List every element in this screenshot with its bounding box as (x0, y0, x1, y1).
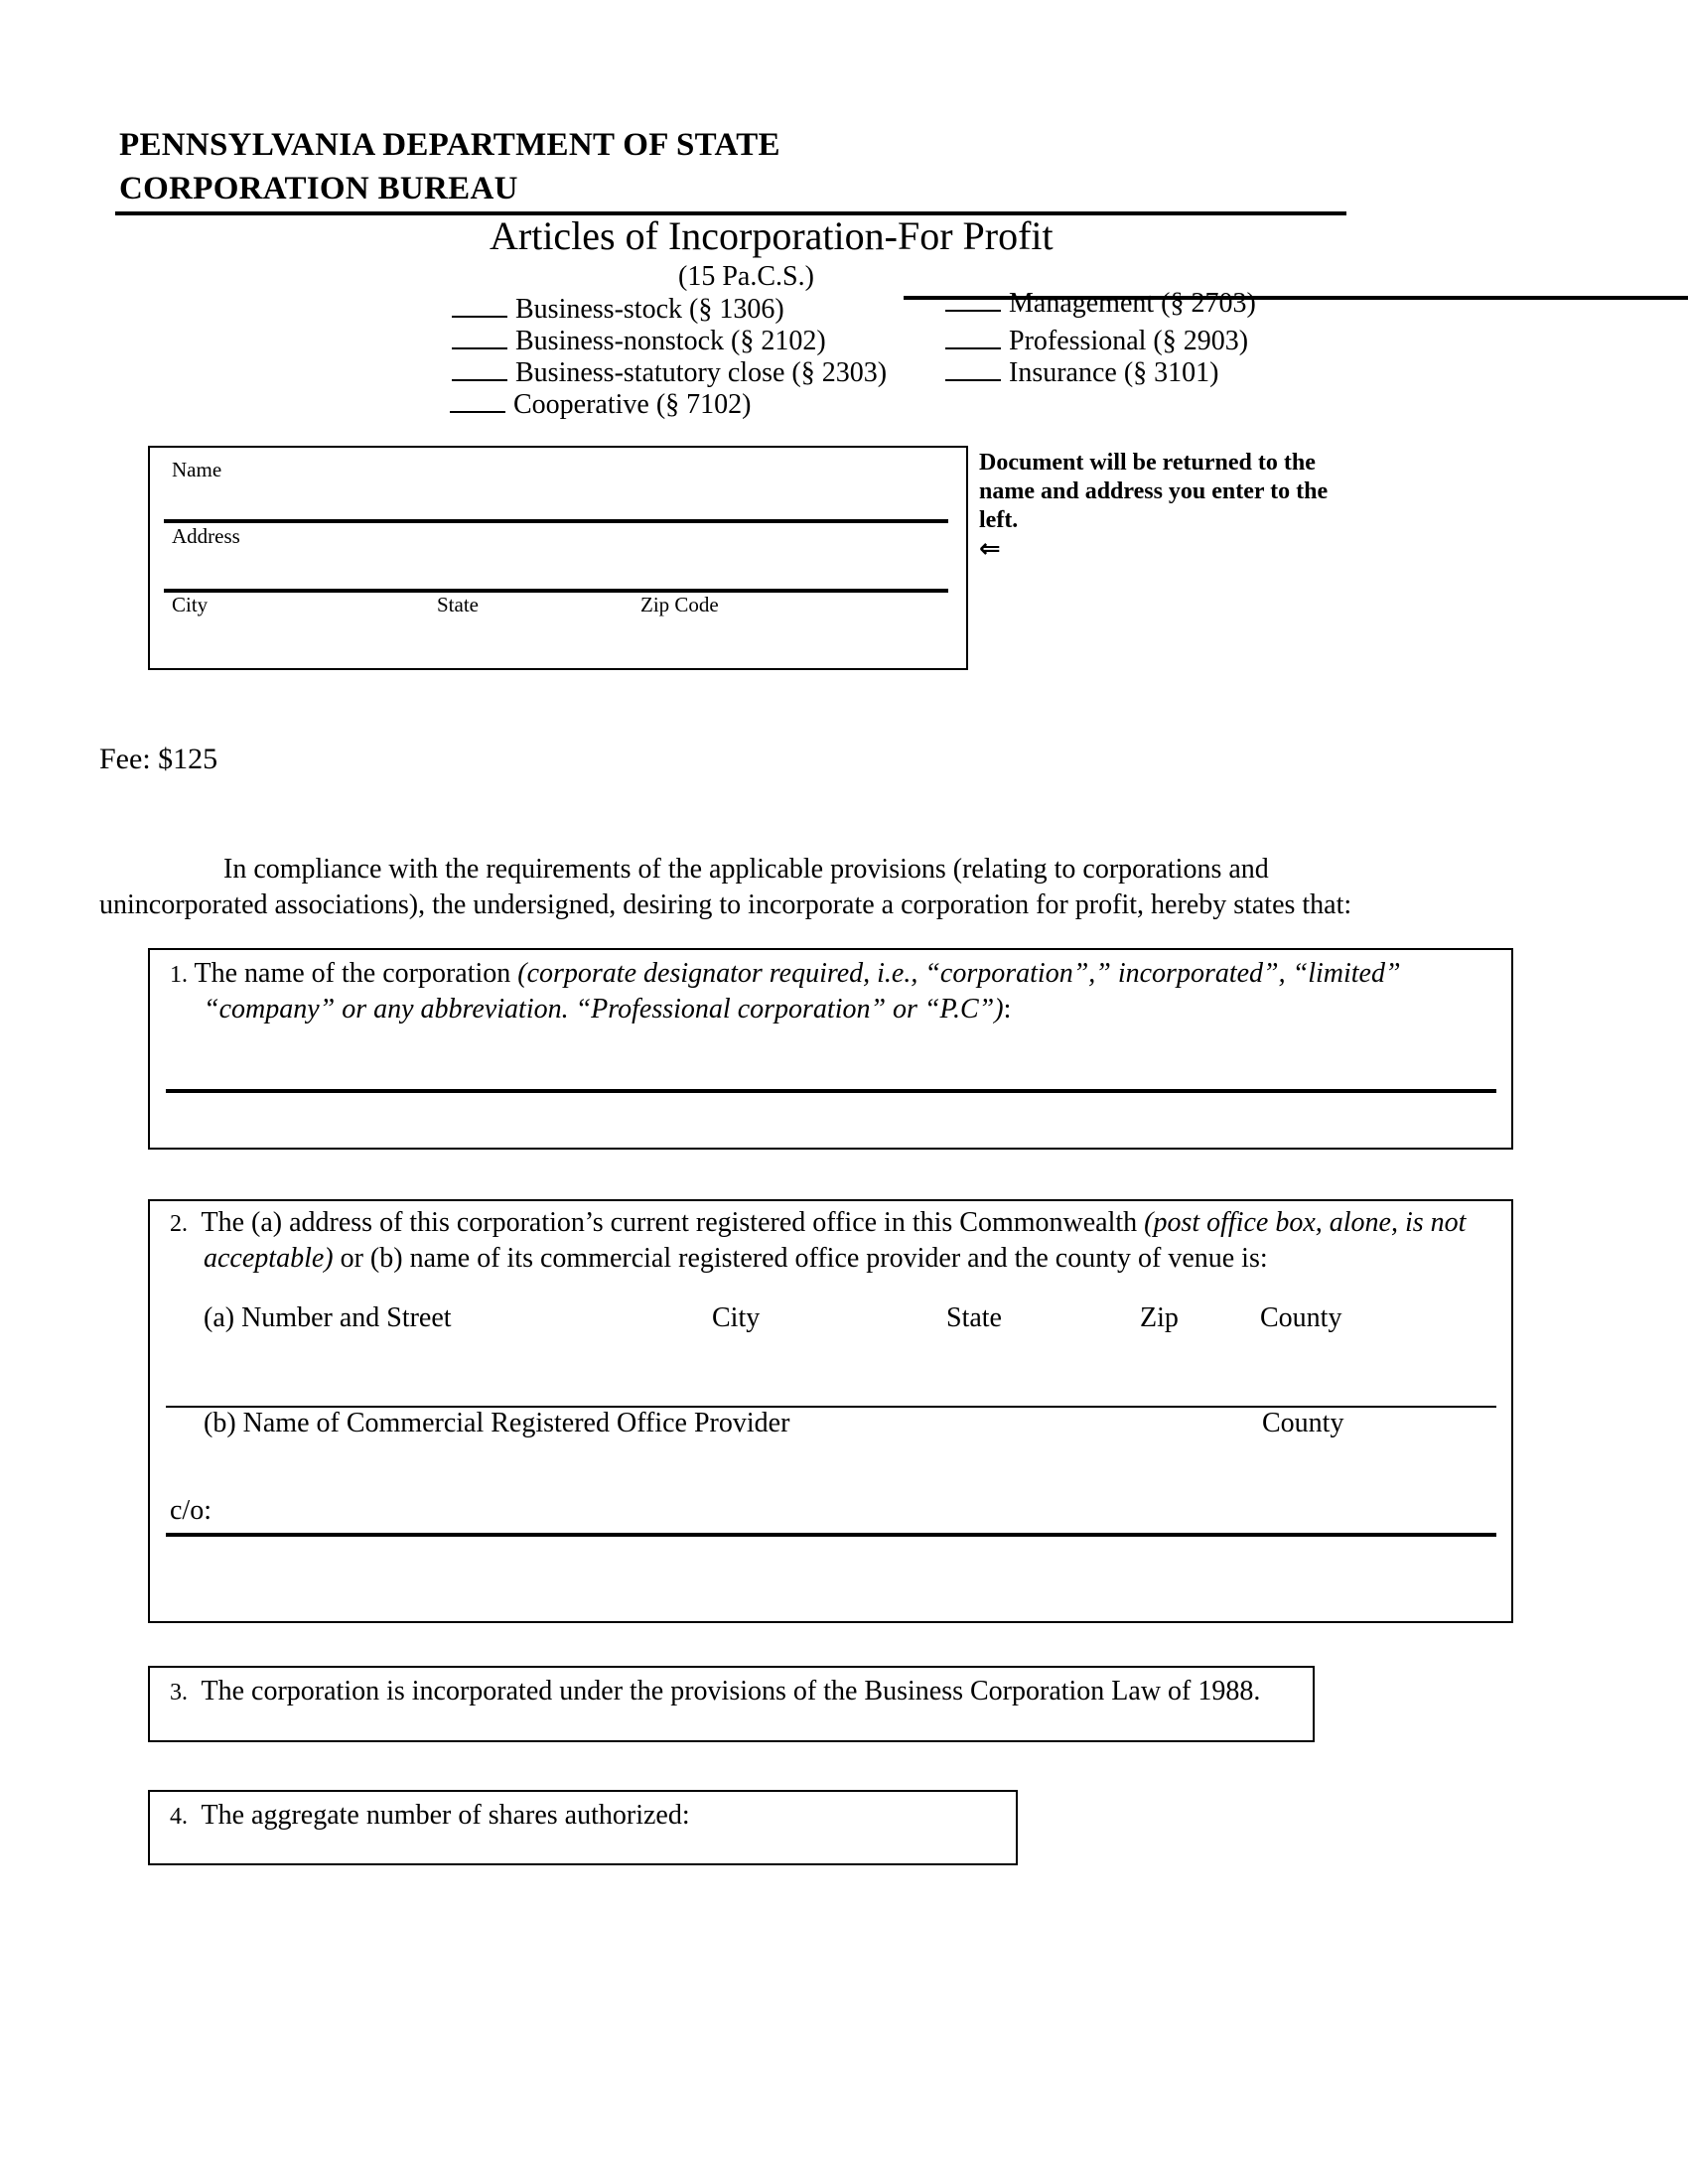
form-subtitle: (15 Pa.C.S.) (678, 261, 814, 292)
bureau-name: CORPORATION BUREAU (119, 171, 518, 206)
city-state-zip-field[interactable] (164, 618, 948, 658)
item-3-number: 3. (170, 1680, 188, 1706)
option-insurance[interactable]: Insurance (§ 3101) (945, 357, 1218, 389)
return-note: Document will be returned to the name and address you enter to the left. (979, 450, 1329, 533)
care-of-label: c/o: (170, 1495, 211, 1526)
item-1-line-2: “company” or any abbreviation. “Professional corporation” or “P.C”): (204, 994, 1012, 1024)
city-label: City (172, 593, 209, 616)
item-2-number: 2. (170, 1211, 188, 1237)
option-blank (945, 379, 1001, 381)
option-business-statutory-close[interactable]: Business-statutory close (§ 2303) (452, 357, 887, 389)
option-business-nonstock[interactable]: Business-nonstock (§ 2102) (452, 326, 826, 357)
option-professional[interactable]: Professional (§ 2903) (945, 326, 1248, 357)
item-2-line-2: acceptable) or (b) name of its commercial registered office provider and the county of venue is: (204, 1243, 1268, 1274)
county-label-a: County (1260, 1302, 1342, 1333)
state-label-2: State (946, 1302, 1002, 1333)
department-name: PENNSYLVANIA DEPARTMENT OF STATE (119, 127, 780, 163)
form-title: Articles of Incorporation-For Profit (490, 213, 1054, 258)
zip-code-label: Zip Code (640, 593, 719, 616)
state-label: State (437, 593, 479, 616)
item-3-box (148, 1666, 1315, 1742)
intro-line-2: unincorporated associations), the undersigned, desiring to incorporate a corporation for profit, hereby states that: (99, 889, 1352, 920)
commercial-provider-label: (b) Name of Commercial Registered Office Provider (204, 1408, 790, 1438)
option-blank (945, 310, 1001, 312)
item-1-line-1: 1. The name of the corporation (corporate designator required, i.e., “corporation”,” incorporated”, “limited” (170, 958, 1401, 989)
option-cooperative[interactable]: Cooperative (§ 7102) (450, 389, 752, 421)
left-arrow-icon: ⇐ (979, 534, 1001, 564)
option-blank (452, 347, 507, 349)
name-field[interactable] (164, 519, 948, 523)
return-address-box (148, 446, 968, 670)
option-business-stock[interactable]: Business-stock (§ 1306) (452, 294, 784, 326)
fee-text: Fee: $125 (99, 743, 218, 775)
name-label: Name (172, 458, 222, 481)
corporation-name-field[interactable] (166, 1089, 1496, 1093)
commercial-provider-field[interactable] (166, 1533, 1496, 1537)
option-management[interactable]: Management (§ 2703) (945, 288, 1256, 320)
intro-line-1: In compliance with the requirements of the applicable provisions (relating to corporations and (223, 854, 1269, 885)
zip-label-2: Zip (1140, 1302, 1179, 1333)
number-street-label: (a) Number and Street (204, 1302, 452, 1333)
option-blank (452, 379, 507, 381)
item-1-box (148, 948, 1513, 1150)
option-blank (452, 316, 507, 318)
option-blank (945, 347, 1001, 349)
item-4-text: 4. The aggregate number of shares authorized: (170, 1800, 690, 1831)
county-label-b: County (1262, 1408, 1344, 1438)
item-2-line-1: 2. The (a) address of this corporation’s current registered office in this Commonwealth (post office box, alone, is not (170, 1207, 1467, 1238)
address-field[interactable] (164, 589, 948, 593)
item-3-text: 3. The corporation is incorporated under the provisions of the Business Corporation Law of 1988. (170, 1676, 1261, 1706)
item-1-number: 1. (170, 962, 188, 988)
city-label-2: City (712, 1302, 761, 1333)
item-4-box[interactable] (148, 1790, 1018, 1865)
address-label: Address (172, 524, 240, 548)
option-blank (450, 411, 505, 413)
item-2-box (148, 1199, 1513, 1623)
item-4-number: 4. (170, 1804, 188, 1830)
